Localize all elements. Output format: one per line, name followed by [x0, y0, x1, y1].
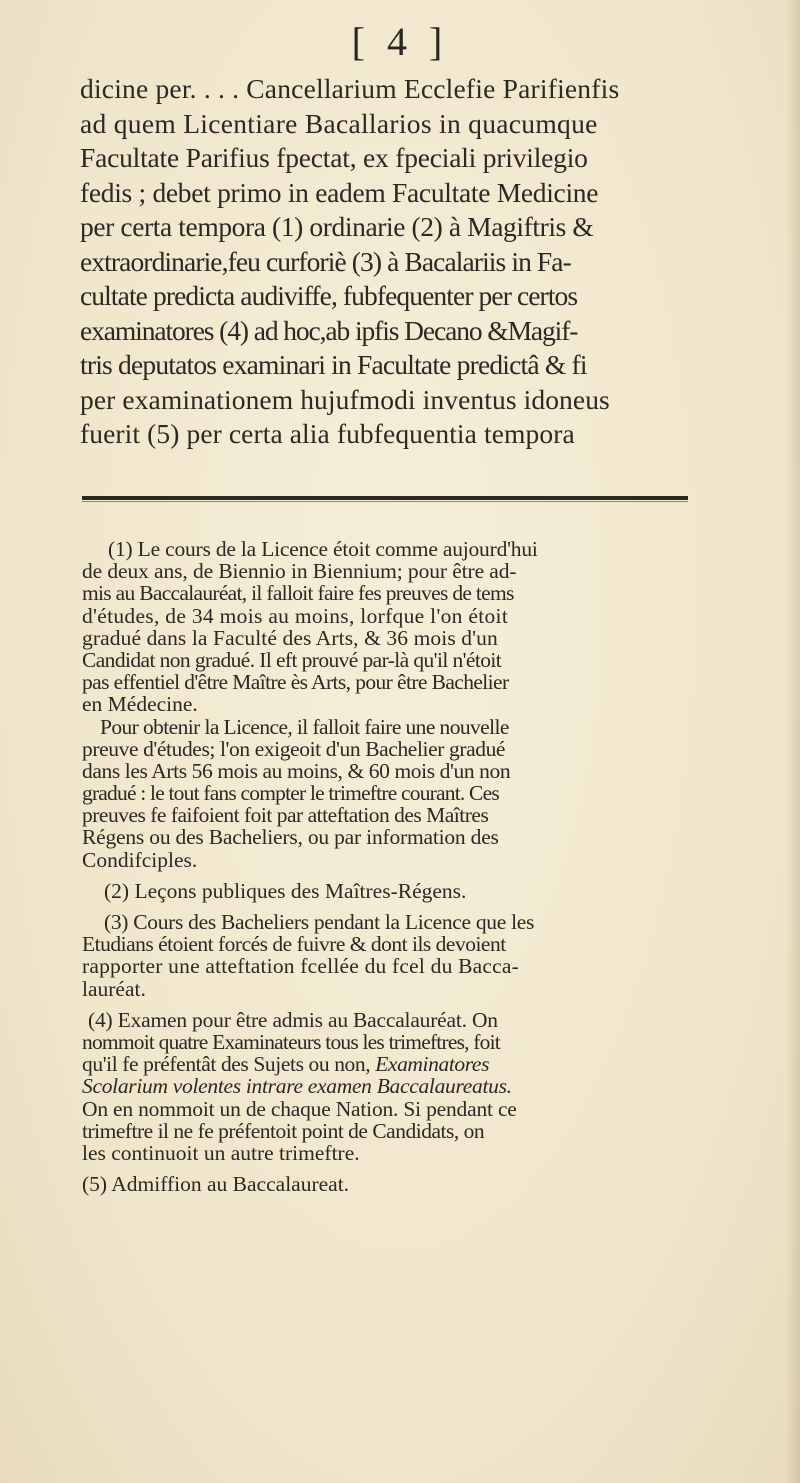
- footnote-line: gradué : le tout fans compter le trimeftre courant. Ces: [82, 781, 499, 806]
- footnote-line: Régens ou des Bacheliers, ou par information des: [82, 825, 499, 850]
- main-text-line: cultate predicta audiviffe, fubfequenter per certos: [80, 280, 578, 311]
- footnote-line: Scolarium volentes intrare examen Baccalaureatus.: [82, 1074, 512, 1099]
- footnote-line: dans les Arts 56 mois au moins, & 60 mois d'un non: [82, 758, 511, 783]
- latin-main-text: [80, 72, 720, 452]
- main-text-line: fedis ; debet primo in eadem Facultate Medicine: [80, 176, 599, 208]
- footnote-4: [82, 1009, 707, 1164]
- footnote-line: Condifciples.: [82, 847, 198, 872]
- main-text-line: ad quem Licentiare Bacallarios in quacumque: [80, 107, 598, 139]
- footnote-1-continued: [82, 716, 707, 871]
- footnote-line: nommoit quatre Examinateurs tous les trimeftres, foit: [82, 1029, 500, 1054]
- footnote-line: On en nommoit un de chaque Nation. Si pendant ce: [82, 1096, 517, 1121]
- footnote-line: les continuoit un autre trimeftre.: [82, 1140, 360, 1165]
- footnote-2: [82, 880, 707, 902]
- main-text-line: per certa tempora (1) ordinarie (2) à Magiftris &: [80, 211, 594, 242]
- footnote-3: [82, 911, 707, 1000]
- footnote-line: de deux ans, de Biennio in Biennium; pour être ad-: [82, 559, 517, 584]
- page-number: [ 4 ]: [351, 19, 449, 64]
- footnote-line: gradué dans la Faculté des Arts, & 36 mois d'un: [82, 625, 498, 650]
- footnote-line: preuve d'études; l'on exigeoit d'un Bachelier gradué: [82, 736, 506, 761]
- footnote-line: (5) Admiffion au Baccalaureat.: [82, 1172, 350, 1197]
- footnote-1: [82, 538, 707, 716]
- main-text-line: extraordinarie,feu curforiè (3) à Bacalariis in Fa-: [80, 245, 571, 277]
- footnote-line: preuves fe faifoient foit par atteftation des Maîtres: [82, 803, 489, 828]
- main-text-line: examinatores (4) ad hoc,ab ipfis Decano &Magif-: [80, 314, 578, 346]
- footnote-line: mis au Baccalauréat, il falloit faire fes preuves de tems: [82, 581, 514, 606]
- footnote-line: (1) Le cours de la Licence étoit comme aujourd'hui: [108, 537, 538, 561]
- footnote-5: [82, 1173, 707, 1195]
- footnotes: [82, 538, 707, 1195]
- footnote-line: Etudians étoient forcés de fuivre & dont ils devoient: [82, 932, 506, 957]
- latin-italic-phrase: Examinatores: [375, 1052, 490, 1077]
- footnote-line: Candidat non gradué. Il eft prouvé par-là qu'il n'étoit: [82, 647, 502, 672]
- footnote-line: pas effentiel d'être Maître ès Arts, pour être Bachelier: [82, 670, 509, 695]
- footnote-line: en Médecine.: [82, 692, 198, 717]
- main-text-line: tris deputatos examinari in Facultate predictâ & fi: [80, 349, 587, 380]
- main-text-line: Facultate Parifius fpectat, ex fpeciali privilegio: [80, 142, 588, 173]
- footnote-line: Pour obtenir la Licence, il falloit faire une nouvelle: [100, 714, 509, 739]
- separator-rule: [82, 496, 688, 500]
- footnote-line: (2) Leçons publiques des Maîtres-Régens.: [104, 878, 467, 903]
- page-edge-shadow: [786, 0, 800, 1483]
- footnote-line: (3) Cours des Bacheliers pendant la Licence que les: [104, 910, 535, 934]
- footnote-line: rapporter une atteftation fcellée du fcel du Bacca-: [82, 954, 519, 979]
- main-text-line: fuerit (5) per certa alia fubfequentia tempora: [80, 418, 575, 449]
- footnote-line: lauréat.: [82, 976, 146, 1001]
- main-text-line: dicine per. . . . Cancellarium Ecclefie Parifienfis: [80, 73, 620, 104]
- footnote-line: (4) Examen pour être admis au Baccalauréat. On: [88, 1007, 498, 1032]
- footnote-line: d'études, de 34 mois au moins, lorfque l'on étoit: [82, 603, 509, 628]
- footnote-line: qu'il fe préfentât des Sujets ou non, Examinatores: [82, 1052, 490, 1077]
- main-text-line: per examinationem hujufmodi inventus idoneus: [80, 383, 610, 415]
- footnote-line: trimeftre il ne fe préfentoit point de Candidats, on: [82, 1118, 485, 1143]
